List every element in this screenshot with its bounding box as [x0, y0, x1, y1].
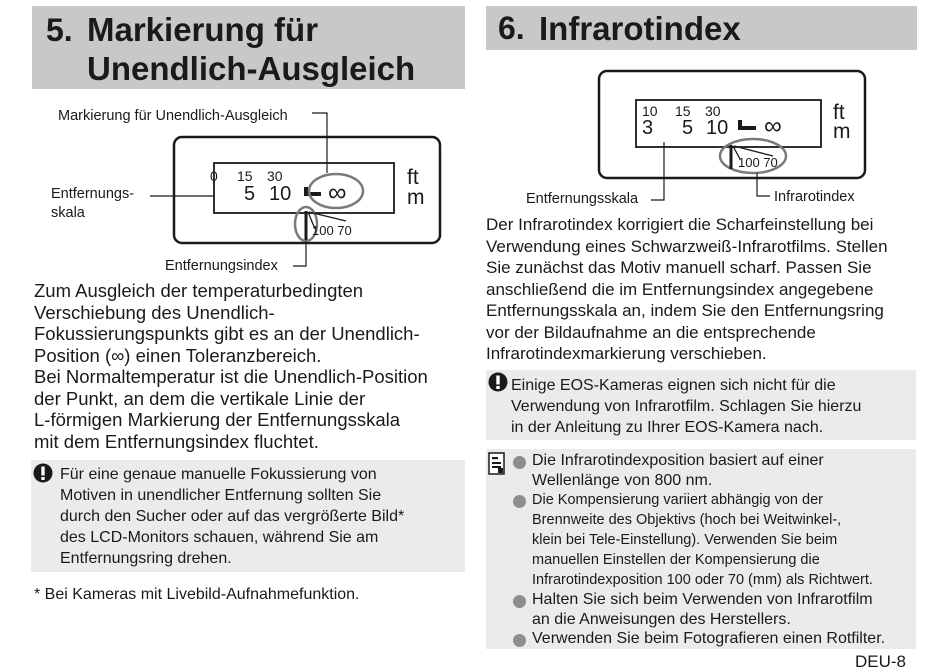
caution-line: Verwendung von Infrarotfilm. Schlagen Sie hierzu — [511, 398, 862, 415]
caution-line: Für eine genaue manuelle Fokussierung von — [60, 466, 377, 483]
scale-bottom-5: 5 — [682, 117, 694, 139]
section-6-notes-box — [486, 449, 916, 649]
caution-line: in der Anleitung zu Ihrer EOS-Kamera nach. — [511, 419, 824, 436]
text-line: Zum Ausgleich der temperaturbedingten — [34, 280, 364, 301]
note-line: Die Infrarotindexposition basiert auf einer — [532, 452, 824, 469]
note-line: manuellen Einstellen der Kompensierung die — [532, 552, 820, 568]
label-distance-index: Entfernungsindex — [165, 258, 278, 274]
bullet-icon — [513, 456, 526, 469]
text-line: Fokussierungspunkts gibt es an der Unendlich- — [34, 323, 420, 344]
text-line: Entfernungsskala an, indem Sie den Entfernungsring — [486, 301, 884, 320]
infinity-symbol: ∞ — [764, 112, 782, 140]
caution-line: Einige EOS-Kameras eignen sich nicht für die — [511, 377, 836, 394]
text-line: Der Infrarotindex korrigiert die Scharfeinstellung bei — [486, 215, 874, 234]
text-line: mit dem Entfernungsindex fluchtet. — [34, 430, 319, 452]
bullet-icon — [513, 495, 526, 508]
caution-line: des LCD-Monitors schauen, während Sie am — [60, 529, 379, 546]
label-ir-index: Infrarotindex — [774, 189, 855, 205]
section-5-diagram — [30, 100, 450, 280]
note-line: Halten Sie sich beim Verwenden von Infrarotfilm — [532, 591, 873, 608]
note-line: Die Kompensierung variiert abhängig von der — [532, 492, 823, 508]
section-6-header — [486, 6, 917, 50]
caution-icon — [33, 463, 53, 483]
bullet-icon — [513, 634, 526, 647]
footnote: * Bei Kameras mit Livebild-Aufnahmefunktion. — [34, 586, 360, 603]
section-title-line1: Markierung für — [87, 11, 319, 48]
scale-top-0: 0 — [210, 168, 218, 184]
text-line: Verschiebung des Unendlich- — [34, 301, 275, 323]
note-line: Brennweite des Objektivs (hoch bei Weitwinkel-, — [532, 512, 842, 528]
section-6-diagram — [486, 60, 916, 210]
scale-top-10: 10 — [642, 103, 658, 119]
section-number: 6. — [498, 10, 525, 46]
caution-line: Motiven in unendlicher Entfernung sollten Sie — [60, 487, 382, 504]
section-title: Infrarotindex — [539, 10, 741, 47]
bullet-icon — [513, 595, 526, 608]
scale-bottom-5: 5 — [244, 183, 256, 205]
text-line: Bei Normaltemperatur ist die Unendlich-Position — [34, 366, 428, 387]
label-distance-scale: Entfernungsskala — [526, 191, 639, 207]
scale-bottom-10: 10 — [269, 183, 292, 205]
unit-m: m — [833, 120, 851, 143]
text-line: vor der Bildaufnahme an die entsprechende — [486, 322, 816, 342]
ir-marks: 100 70 — [312, 223, 352, 238]
note-line: Wellenlänge von 800 nm. — [532, 472, 713, 489]
section-title-line2: Unendlich-Ausgleich — [87, 50, 416, 87]
page-number: DEU-8 — [855, 652, 907, 671]
note-line: Verwenden Sie beim Fotografieren einen Rotfilter. — [532, 630, 886, 647]
text-line: der Punkt, an dem die vertikale Linie der — [34, 387, 366, 409]
scale-top-30: 30 — [705, 103, 721, 119]
ir-marks: 100 70 — [738, 155, 778, 170]
text-line: Verwendung eines Schwarzweiß-Infrarotfilms. Stellen — [486, 236, 888, 256]
label-distance-scale-2: skala — [51, 205, 85, 221]
text-line: anschließend die im Entfernungsindex angegebene — [486, 279, 874, 299]
note-line: Infrarotindexposition 100 oder 70 (mm) als Richtwert. — [532, 572, 873, 588]
caution-line: Entfernungsring drehen. — [60, 550, 232, 567]
memo-icon — [488, 452, 506, 476]
section-number: 5. — [46, 12, 73, 48]
text-line: L-förmigen Markierung der Entfernungsskala — [34, 409, 401, 430]
section-5-header — [32, 6, 465, 89]
caution-line: durch den Sucher oder auf das vergrößerte Bild* — [60, 508, 405, 525]
text-line: Sie zunächst das Motiv manuell scharf. Passen Sie — [486, 258, 872, 277]
scale-top-15: 15 — [675, 103, 691, 119]
caution-icon — [488, 372, 508, 392]
scale-top-15: 15 — [237, 168, 253, 184]
infinity-symbol: ∞ — [328, 177, 347, 207]
unit-ft: ft — [407, 166, 419, 189]
scale-bottom-10: 10 — [706, 117, 729, 139]
section-5-caution-box — [31, 460, 465, 572]
note-line: an die Anweisungen des Herstellers. — [532, 611, 791, 628]
section-6-text — [486, 214, 916, 365]
section-6-caution-box — [486, 370, 916, 440]
text-line: Position (∞) einen Toleranzbereich. — [34, 344, 322, 366]
unit-ft: ft — [833, 101, 845, 124]
text-line: Infrarotindexmarkierung verschieben. — [486, 344, 767, 363]
label-infinity-mark: Markierung für Unendlich-Ausgleich — [58, 108, 288, 124]
note-line: klein bei Tele-Einstellung). Verwenden Sie beim — [532, 532, 838, 548]
unit-m: m — [407, 186, 425, 209]
label-distance-scale-1: Entfernungs- — [51, 186, 135, 202]
scale-top-30: 30 — [267, 168, 283, 184]
scale-bottom-3: 3 — [642, 117, 654, 139]
lens-scale-figure — [486, 60, 916, 210]
section-5-text — [34, 280, 464, 452]
